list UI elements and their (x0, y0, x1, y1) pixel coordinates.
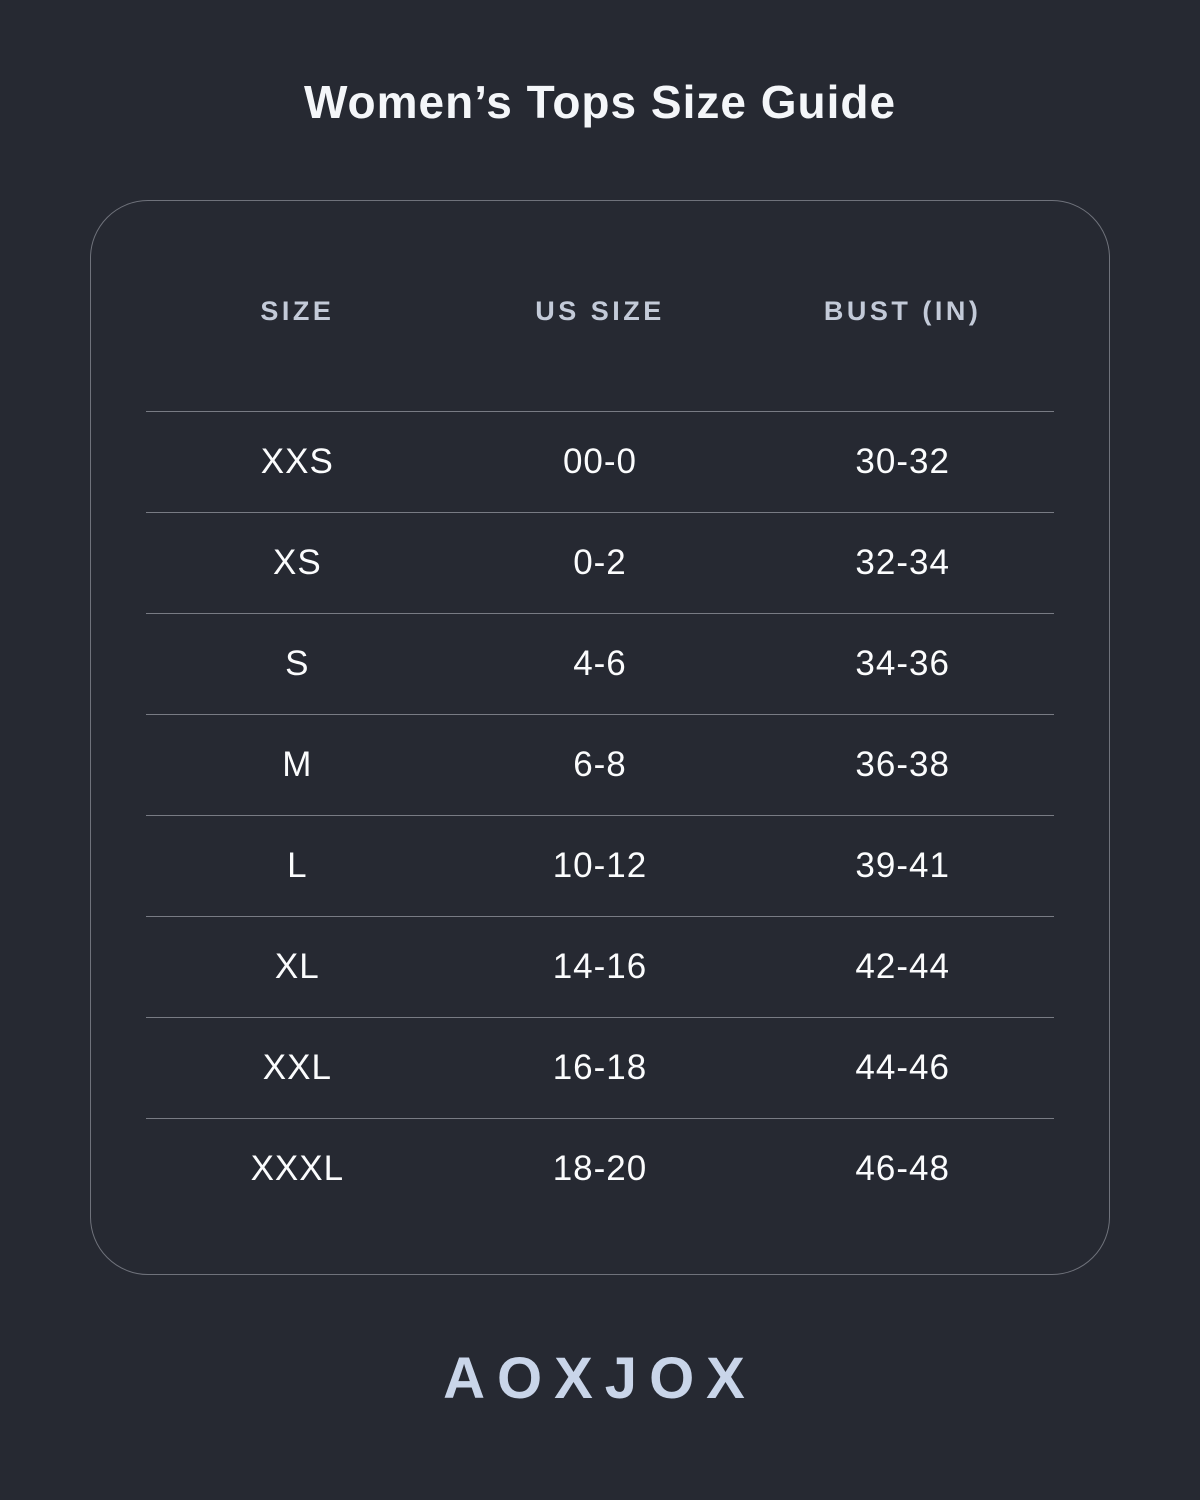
table-row (146, 411, 1054, 512)
table-row (146, 1017, 1054, 1118)
cell-us-size: 4-6 (573, 644, 627, 683)
table-row (146, 512, 1054, 613)
cell-bust: 42-44 (855, 947, 950, 986)
cell-bust: 30-32 (855, 442, 950, 481)
cell-bust: 46-48 (855, 1149, 950, 1188)
cell-bust: 44-46 (855, 1048, 950, 1087)
cell-size: XXS (260, 442, 334, 481)
table-row (146, 714, 1054, 815)
size-table-card (90, 200, 1110, 1275)
brand-logo: AOXJOX (443, 1346, 757, 1411)
cell-size: M (282, 745, 313, 784)
column-header-bust: BUST (IN) (823, 295, 982, 326)
cell-us-size: 0-2 (573, 543, 627, 582)
cell-bust: 36-38 (855, 745, 950, 784)
cell-us-size: 00-0 (562, 442, 638, 481)
cell-size: XXXL (250, 1149, 345, 1188)
cell-us-size: 14-16 (552, 947, 648, 986)
column-header-us-size: US SIZE (535, 295, 665, 326)
cell-us-size: 6-8 (573, 745, 627, 784)
table-row (146, 613, 1054, 714)
table-row (146, 916, 1054, 1017)
cell-size: S (285, 644, 310, 683)
cell-bust: 32-34 (855, 543, 950, 582)
cell-us-size: 16-18 (552, 1048, 648, 1087)
column-header-size: SIZE (260, 295, 335, 326)
cell-bust: 39-41 (855, 846, 950, 885)
cell-size: XS (272, 543, 322, 582)
cell-size: L (287, 846, 308, 885)
cell-size: XL (274, 947, 320, 986)
cell-us-size: 10-12 (552, 846, 648, 885)
cell-us-size: 18-20 (552, 1149, 648, 1188)
table-header-row (146, 201, 1054, 411)
table-row (146, 1118, 1054, 1219)
cell-bust: 34-36 (855, 644, 950, 683)
page-title: Women’s Tops Size Guide (303, 76, 897, 128)
table-row (146, 815, 1054, 916)
cell-size: XXL (262, 1048, 332, 1087)
